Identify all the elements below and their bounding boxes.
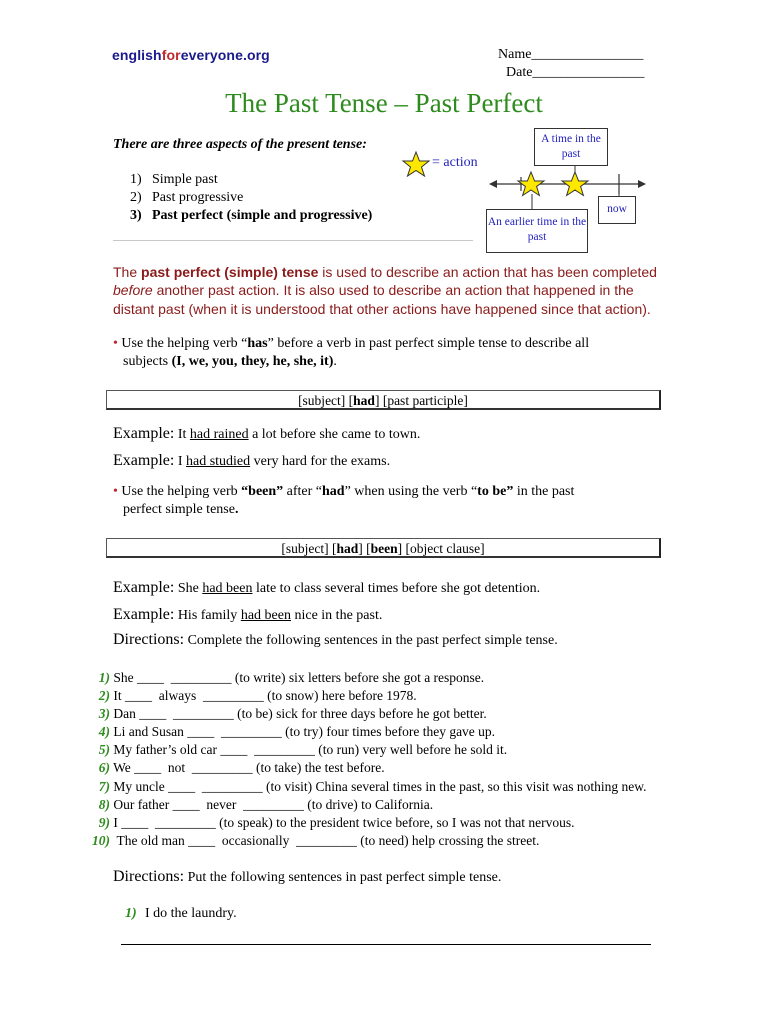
timeline-diagram	[485, 164, 650, 212]
page-title: The Past Tense – Past Perfect	[225, 88, 543, 118]
answer-line	[121, 944, 651, 945]
rule-bullet: • Use the helping verb “been” after “had” when using the verb “to be” in the past perfect simple tense.	[113, 484, 575, 517]
exercise-item: 1) She ____ _________ (to write) six letters before she got a response.	[98, 670, 485, 685]
exercise-item: 6) We ____ not _________ (to take) the test before.	[98, 760, 385, 776]
site-logo-text	[112, 47, 270, 63]
example-sentence: Example: His family had been nice in the past.	[113, 606, 383, 623]
exercise-item: 4) Li and Susan ____ _________ (to try) four times before they gave up.	[98, 724, 496, 740]
star-icon	[400, 150, 430, 178]
example-sentence: Example: It had rained a lot before she came to town.	[113, 425, 421, 442]
rule-bullet: • Use the helping verb “has” before a verb in past perfect simple tense to describe all subjects (I, we, you, they, he, she, it).	[113, 336, 590, 369]
site-name-part: everyone.org	[180, 47, 270, 63]
example-sentence: Example: She had been late to class several times before she got detention.	[113, 579, 541, 596]
date-field-line: Date________________	[506, 65, 645, 80]
bullet-dot: •	[113, 336, 118, 351]
aspect-item: 2) Past progressive	[130, 190, 244, 205]
directions-text: Directions: Complete the following sentences in the past perfect simple tense.	[113, 631, 558, 648]
exercise-item: 10) The old man ____ occasionally _________ (to need) help crossing the street.	[92, 832, 540, 848]
aspect-item: 3) Past perfect (simple and progressive)	[130, 208, 373, 223]
exercise-item: 2) It ____ always _________ (to snow) here before 1978.	[98, 688, 417, 704]
aspect-item: 1) Simple past	[130, 172, 218, 187]
formula-box: [subject] [had] [been] [object clause]	[106, 538, 661, 558]
exercise-item: 7) My uncle ____ _________ (to visit) China several times in the past, so this visit was nothing new.	[98, 778, 647, 794]
formula-box: [subject] [had] [past participle]	[106, 390, 661, 410]
definition-paragraph: The past perfect (simple) tense is used to describe an action that has been completed before another past action. It is also used to describe an action that happened in the distant past (when it is understood that other actions have happened since that action).	[113, 264, 657, 317]
part2-sentence: I do the laundry.	[145, 906, 237, 921]
divider	[113, 240, 473, 241]
bullet-dot: •	[113, 484, 118, 499]
callout-now: now	[598, 196, 636, 224]
name-field-line: Name________________	[498, 47, 644, 62]
exercise-list	[88, 669, 646, 850]
aspects-intro: There are three aspects of the present tense:	[113, 137, 367, 152]
callout-earlier-time: An earlier time in the past	[486, 209, 588, 253]
part2-number: 1)	[125, 906, 137, 921]
action-legend-label: = action	[432, 155, 478, 170]
star-icon	[518, 172, 544, 196]
callout-time-in-past: A time in the past	[534, 128, 608, 166]
site-name-part: for	[161, 47, 181, 63]
aspect-list	[130, 171, 372, 225]
exercise-item: 9) I ____ _________ (to speak) to the president twice before, so I was not that nervous.	[98, 814, 575, 830]
site-name-part: english	[112, 47, 162, 63]
directions-text: Directions: Put the following sentences in past perfect simple tense.	[113, 868, 502, 885]
exercise-item: 8) Our father ____ never _________ (to drive) to California.	[98, 796, 434, 812]
exercise-item: 5) My father’s old car ____ _________ (to run) very well before he sold it.	[98, 742, 508, 758]
exercise-item: 3) Dan ____ _________ (to be) sick for three days before he got better.	[98, 706, 487, 722]
star-icon	[562, 172, 588, 196]
arrow-icon	[638, 180, 646, 188]
example-sentence: Example: I had studied very hard for the exams.	[113, 452, 391, 469]
arrow-icon	[489, 180, 497, 188]
